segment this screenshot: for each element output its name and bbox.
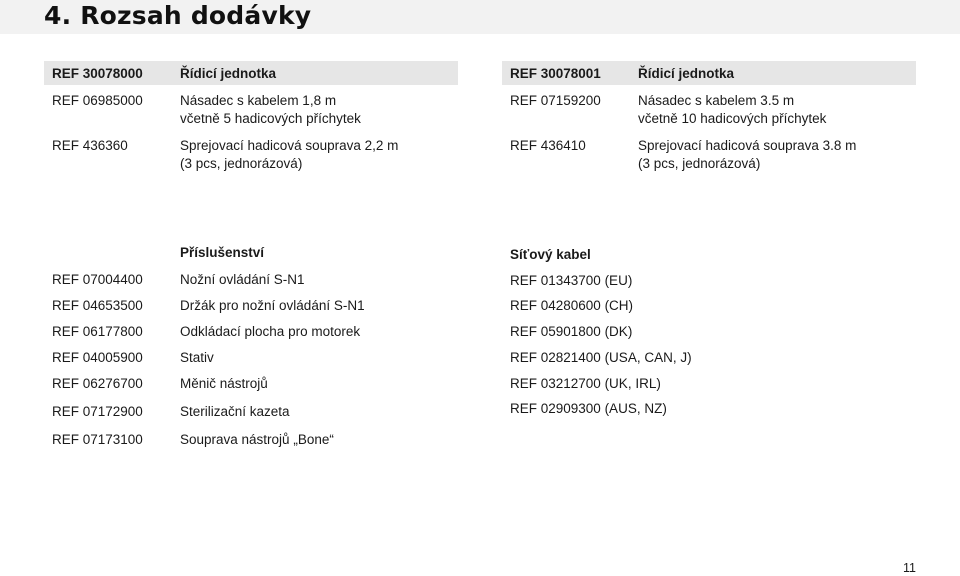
right-row-desc-line1: Sprejovací hadicová souprava 3.8 m xyxy=(638,138,857,153)
accessory-desc: Měnič nástrojů xyxy=(180,376,268,391)
accessory-ref: REF 04653500 xyxy=(52,298,143,313)
left-row-ref: REF 436360 xyxy=(52,138,128,153)
accessory-ref: REF 07004400 xyxy=(52,272,143,287)
accessories-title: Příslušenství xyxy=(180,245,265,260)
left-row-desc-line1: Sprejovací hadicová souprava 2,2 m xyxy=(180,138,399,153)
right-scope-panel xyxy=(502,61,916,191)
right-row-ref: REF 436410 xyxy=(510,138,586,153)
power-cable-ref: REF 01343700 (EU) xyxy=(510,273,633,288)
accessory-ref: REF 07172900 xyxy=(52,404,143,419)
power-cable-ref: REF 05901800 (DK) xyxy=(510,324,633,339)
left-row-desc-line2: (3 pcs, jednorázová) xyxy=(180,156,303,171)
accessory-ref: REF 07173100 xyxy=(52,432,143,447)
accessories-panel xyxy=(44,244,458,459)
accessory-ref: REF 04005900 xyxy=(52,350,143,365)
page-number: 11 xyxy=(903,561,916,575)
accessory-desc: Nožní ovládání S-N1 xyxy=(180,272,305,287)
power-cable-title: Síťový kabel xyxy=(510,247,591,262)
accessory-ref: REF 06276700 xyxy=(52,376,143,391)
accessory-desc: Odkládací plocha pro motorek xyxy=(180,324,361,339)
power-cable-ref: REF 02821400 (USA, CAN, J) xyxy=(510,350,692,365)
power-cable-ref: REF 03212700 (UK, IRL) xyxy=(510,376,661,391)
right-row-ref: REF 07159200 xyxy=(510,93,601,108)
right-head-desc: Řídicí jednotka xyxy=(638,66,735,81)
left-row-desc-line1: Násadec s kabelem 1,8 m xyxy=(180,93,337,108)
left-row-ref: REF 06985000 xyxy=(52,93,143,108)
right-scope-head-row xyxy=(502,61,916,85)
left-scope-panel xyxy=(44,61,458,191)
right-row-desc-line2: včetně 10 hadicových příchytek xyxy=(638,111,827,126)
accessory-desc: Držák pro nožní ovládání S-N1 xyxy=(180,298,365,313)
accessory-desc: Souprava nástrojů „Bone“ xyxy=(180,432,334,447)
left-head-desc: Řídicí jednotka xyxy=(180,66,277,81)
right-row-desc-line1: Násadec s kabelem 3.5 m xyxy=(638,93,795,108)
left-head-ref: REF 30078000 xyxy=(52,66,143,81)
left-scope-head-row xyxy=(44,61,458,85)
title-bar xyxy=(0,0,960,34)
right-head-ref: REF 30078001 xyxy=(510,66,601,81)
left-row-desc-line2: včetně 5 hadicových příchytek xyxy=(180,111,361,126)
accessory-ref: REF 06177800 xyxy=(52,324,143,339)
power-cable-ref: REF 02909300 (AUS, NZ) xyxy=(510,401,667,416)
page-title: 4. Rozsah dodávky xyxy=(44,1,312,30)
power-cable-ref: REF 04280600 (CH) xyxy=(510,298,634,313)
right-row-desc-line2: (3 pcs, jednorázová) xyxy=(638,156,761,171)
power-cable-panel xyxy=(502,246,916,426)
accessory-desc: Sterilizační kazeta xyxy=(180,404,290,419)
accessory-desc: Stativ xyxy=(180,350,214,365)
